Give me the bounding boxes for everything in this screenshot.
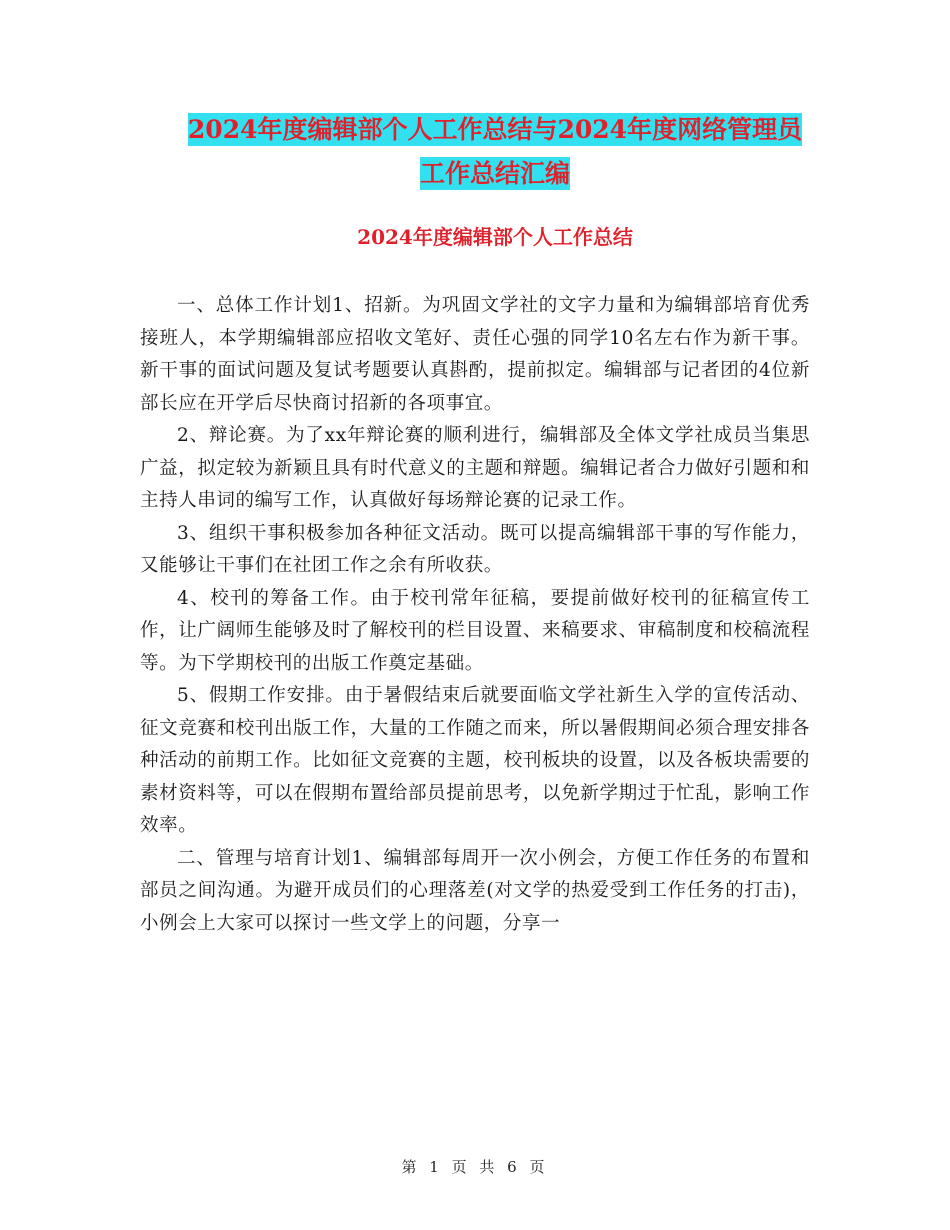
section-title: 2024年度编辑部个人工作总结 bbox=[357, 225, 633, 249]
paragraph: 4、校刊的筹备工作。由于校刊常年征稿，要提前做好校刊的征稿宣传工作，让广阔师生能够及时了解校刊的栏目设置、来稿要求、审稿制度和校稿流程等。为下学期校刊的出版工作奠定基础。 bbox=[140, 587, 810, 674]
paragraph: 2、辩论赛。为了xx年辩论赛的顺利进行，编辑部及全体文学社成员当集思广益，拟定较为新颖且具有时代意义的主题和辩题。编辑记者合力做好引题和和主持人串词的编写工作，认真做好每场辩论赛的记录工作。 bbox=[140, 425, 810, 511]
document-title-line1: 2024年度编辑部个人工作总结与2024年度网络管理员 bbox=[187, 115, 803, 144]
document-title bbox=[140, 108, 850, 196]
document-title-line2: 工作总结汇编 bbox=[419, 159, 570, 188]
paragraph: 5、假期工作安排。由于暑假结束后就要面临文学社新生入学的宣传活动、征文竞赛和校刊出版工作，大量的工作随之而来，所以暑假期间必须合理安排各种活动的前期工作。比如征文竞赛的主题，校刊板块的设置，以及各板块需要的素材资料等，可以在假期布置给部员提前思考，以免新学期过于忙乱，影响工作效率。 bbox=[140, 685, 810, 836]
page-footer: 第 1 页 共 6 页 bbox=[401, 1158, 549, 1176]
paragraph: 二、管理与培育计划1、编辑部每周开一次小例会，方便工作任务的布置和部员之间沟通。为避开成员们的心理落差(对文学的热爱受到工作任务的打击)，小例会上大家可以探讨一些文学上的问题，分享一 bbox=[140, 847, 810, 934]
document-body bbox=[140, 290, 810, 940]
paragraph: 一、总体工作计划1、招新。为巩固文学社的文字力量和为编辑部培育优秀接班人，本学期编辑部应招收文笔好、责任心强的同学10名左右作为新干事。新干事的面试问题及复试考题要认真斟酌，提前拟定。编辑部与记者团的4位新部长应在开学后尽快商讨招新的各项事宜。 bbox=[140, 295, 810, 414]
paragraph: 3、组织干事积极参加各种征文活动。既可以提高编辑部干事的写作能力，又能够让干事们在社团工作之余有所收获。 bbox=[140, 522, 810, 576]
